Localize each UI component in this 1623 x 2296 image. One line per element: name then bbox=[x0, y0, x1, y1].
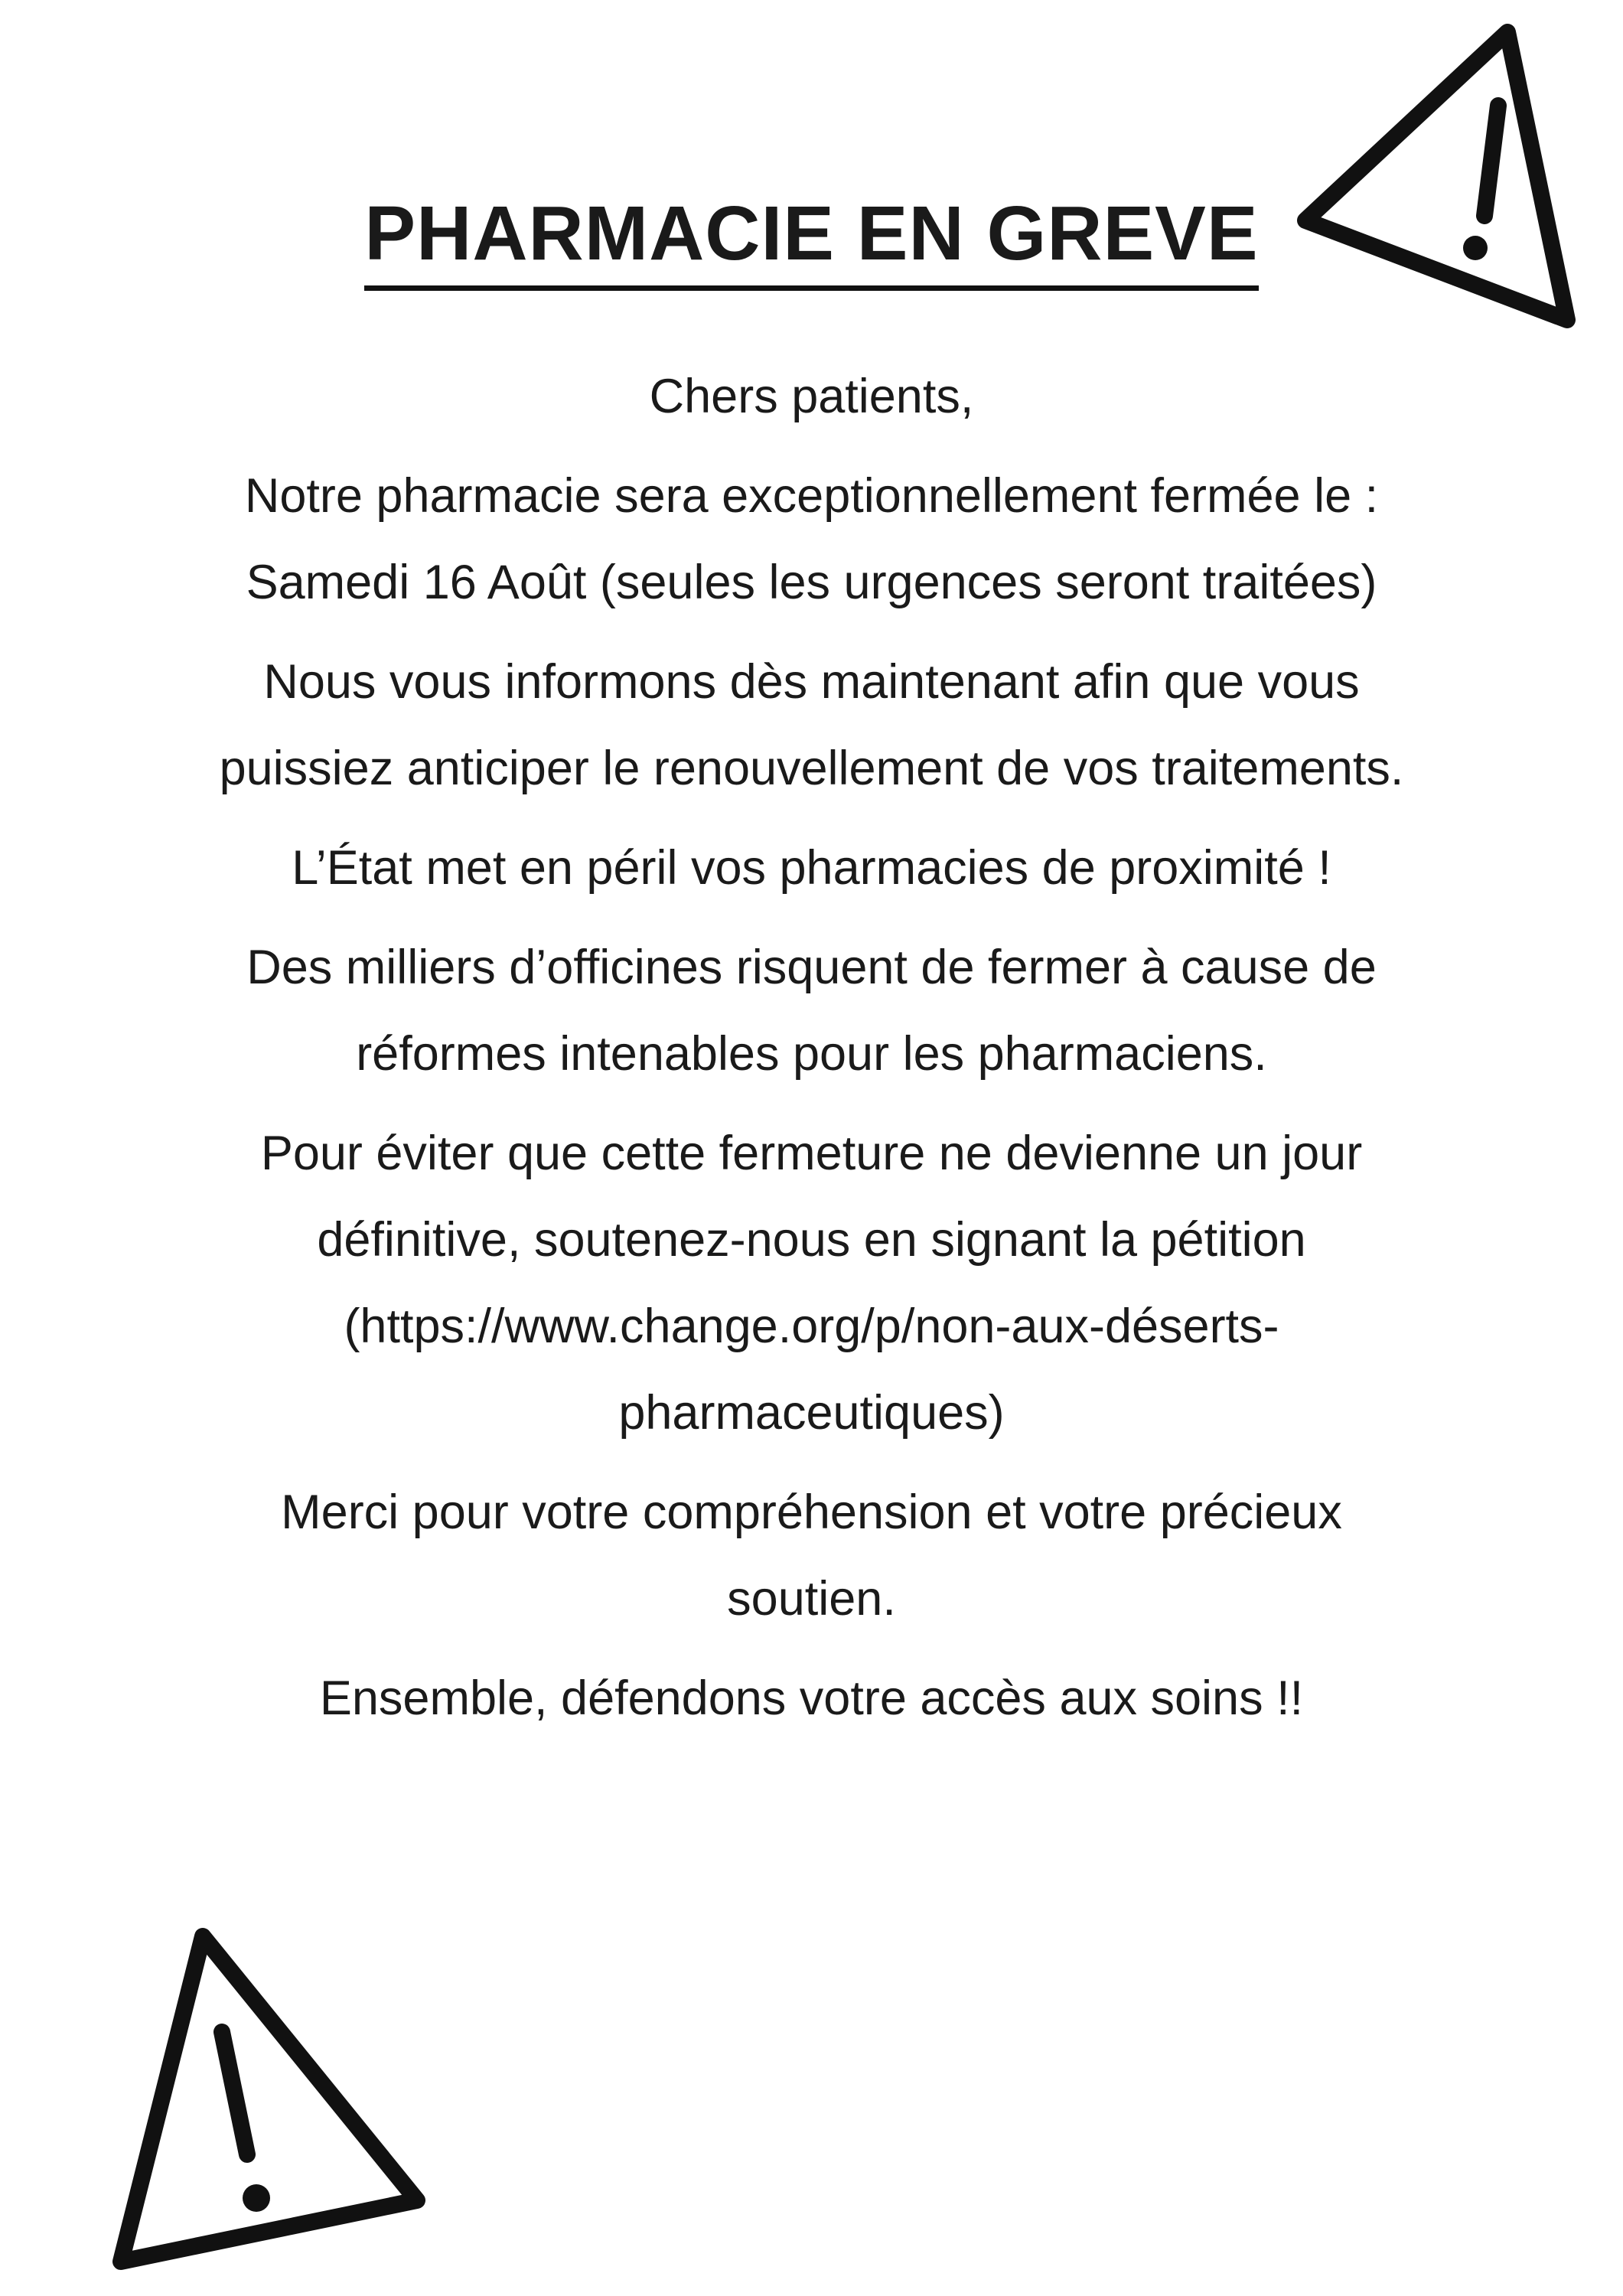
petition-paragraph: Pour éviter que cette fermeture ne devienne un jour définitive, soutenez-nous en signant la pétition (https://www.change.org/p/non-aux-déserts-pharmaceutiques) bbox=[260, 1127, 1363, 1440]
page-title: PHARMACIE EN GREVE bbox=[0, 195, 1623, 291]
reforms-paragraph: Des milliers d’officines risquent de fermer à cause de réformes intenables pour les pharmaciens. bbox=[246, 941, 1377, 1081]
closure-paragraph: Notre pharmacie sera exceptionnellement fermée le : Samedi 16 Août (seules les urgences seront traitées) bbox=[244, 469, 1379, 609]
information-paragraph: Nous vous informons dès maintenant afin que vous puissiez anticiper le renouvellement de vos traitements. bbox=[219, 655, 1404, 795]
warning-triangle-icon bbox=[99, 1921, 451, 2273]
greeting: Chers patients, bbox=[649, 370, 974, 423]
state-warning-paragraph: L’État met en péril vos pharmacies de proximité ! bbox=[292, 841, 1331, 895]
notice-body bbox=[191, 354, 1432, 1755]
thanks-paragraph: Merci pour votre compréhension et votre précieux soutien. bbox=[281, 1486, 1342, 1626]
closing-paragraph: Ensemble, défendons votre accès aux soins !! bbox=[319, 1671, 1304, 1725]
